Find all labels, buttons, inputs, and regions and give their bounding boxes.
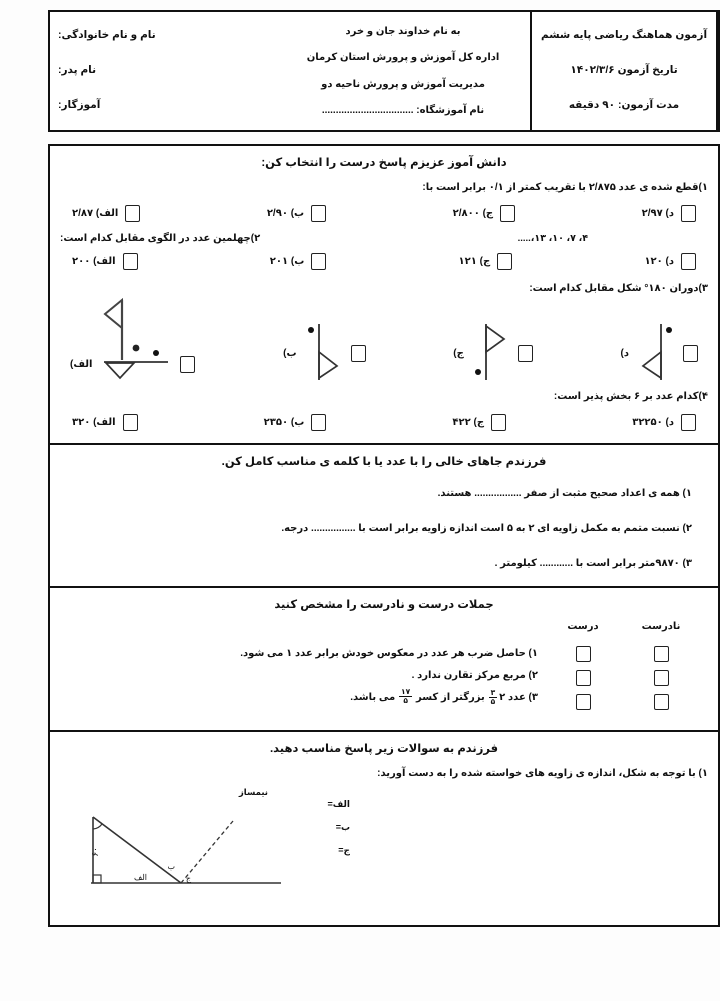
- checkbox-icon[interactable]: [654, 670, 669, 686]
- checkbox-icon[interactable]: [654, 694, 669, 710]
- checkbox-icon[interactable]: [576, 670, 591, 686]
- blank-question-2[interactable]: ۲) نسبت متمم به مکمل زاویه ای ۲ به ۵ است اندازه زاویه برابر است با ................ درجه.: [281, 523, 692, 534]
- statement3-prefix: ۳) عدد: [508, 692, 538, 703]
- flag-top-right-dot-bottom-left-icon: [470, 322, 512, 384]
- question-2-option-d[interactable]: [644, 253, 696, 270]
- section-answer-title: فرزندم به سوالات زیر پاسخ مناسب دهید.: [269, 743, 499, 755]
- option-label: ج): [453, 347, 464, 359]
- question-3-option-c[interactable]: [453, 322, 533, 384]
- question-4-option-b[interactable]: [264, 414, 327, 431]
- checkbox-icon[interactable]: [681, 253, 696, 270]
- father-name-field[interactable]: نام پدر:: [58, 64, 97, 77]
- truefalse-statement-3: [68, 687, 538, 709]
- checkbox-icon[interactable]: [681, 205, 696, 222]
- truefalse-statement-list: [68, 621, 544, 709]
- checkbox-icon[interactable]: [311, 253, 326, 270]
- checkbox-icon[interactable]: [518, 345, 533, 362]
- numerator: ۱۷: [401, 686, 411, 696]
- section-mcq-title: دانش آموز عزیزم پاسخ درست را انتخاب کن:: [261, 157, 507, 169]
- vertex-label-jim: ج: [185, 874, 191, 883]
- province-office-line: اداره کل آموزش و پرورش استان کرمان: [306, 52, 500, 64]
- question-2-options: [50, 247, 718, 278]
- checkbox-icon[interactable]: [500, 205, 515, 222]
- column-header-false: نادرست: [641, 621, 681, 632]
- question-2-pattern: ۴، ۷، ۱۰، ۱۳،.....: [517, 233, 588, 244]
- question-4-prompt: ۴)کدام عدد بر ۶ بخش پذیر است:: [553, 391, 708, 402]
- checkbox-icon[interactable]: [491, 414, 506, 431]
- mixed-whole: ۲: [499, 692, 506, 703]
- question-4-option-a[interactable]: [72, 414, 138, 431]
- section-multiple-choice: [48, 144, 720, 445]
- numerator: ۳: [490, 687, 496, 697]
- section-open-answer: [48, 732, 720, 927]
- student-fullname-field[interactable]: نام و نام خانوادگی:: [58, 28, 156, 41]
- invocation-line: به نام خداوند جان و خرد: [345, 25, 461, 37]
- blank-question-3[interactable]: ۳) ۹۸۷۰متر برابر است با ............ کیلومتر .: [494, 558, 692, 569]
- checkbox-icon[interactable]: [576, 694, 591, 710]
- header-student-fields: [50, 12, 276, 130]
- section-fill-in-blanks: [48, 445, 720, 588]
- geometry-figure-area: [50, 785, 718, 925]
- answer-question-1-prompt: ۱) با توجه به شکل، اندازه ی زاویه های خواسته شده را به دست آورید:: [377, 768, 708, 779]
- truefalse-statement-2: ۲) مربع مرکز تقارن ندارد .: [411, 670, 538, 681]
- checkbox-icon[interactable]: [311, 205, 326, 222]
- option-label: ج) ۴۲۲: [452, 417, 485, 428]
- school-name-field[interactable]: نام آموزشگاه: .................................: [321, 105, 485, 117]
- option-label: د) ۲/۹۷: [641, 208, 674, 219]
- vertex-label-alef: الف: [134, 873, 147, 882]
- truefalse-column-true: [544, 621, 622, 718]
- checkbox-icon[interactable]: [180, 356, 195, 373]
- option-label: الف): [70, 358, 93, 370]
- section-truefalse-title: جملات درست و نادرست را مشخص کنید: [274, 599, 494, 611]
- option-label: ب): [283, 347, 297, 359]
- answer-blank-labels: [328, 799, 350, 856]
- checkbox-icon[interactable]: [683, 345, 698, 362]
- header-organization: [276, 12, 532, 130]
- question-1-option-b[interactable]: [267, 205, 326, 222]
- question-4-option-d[interactable]: [632, 414, 696, 431]
- fraction-seventeen-fifths: [399, 688, 412, 705]
- exam-header-table: [48, 10, 720, 132]
- option-label: الف) ۲۰۰: [72, 256, 116, 267]
- option-label: د): [620, 347, 629, 359]
- header-exam-info: [532, 12, 718, 130]
- exam-title: آزمون هماهنگ ریاضی پایه ششم: [540, 28, 708, 41]
- question-2-option-b[interactable]: [270, 253, 326, 270]
- statement3-middle: بزرگتر از کسر: [415, 692, 485, 703]
- question-2-option-c[interactable]: [459, 253, 513, 270]
- angle-60-label: ۶۰: [90, 847, 100, 857]
- exam-sheet: [48, 10, 720, 927]
- section-true-false: [48, 588, 720, 732]
- checkbox-icon[interactable]: [125, 205, 140, 222]
- question-3-option-d[interactable]: [621, 322, 698, 384]
- question-4-option-c[interactable]: [452, 414, 506, 431]
- question-4-options: [50, 408, 718, 443]
- exam-date: تاریخ آزمون ۱۴۰۲/۳/۶: [570, 64, 678, 77]
- checkbox-icon[interactable]: [123, 253, 138, 270]
- bisector-label: نیمساز: [238, 787, 268, 797]
- vertex-label-be: ب: [167, 862, 175, 871]
- option-label: ب) ۲/۹۰: [266, 208, 305, 219]
- flag-bottom-right-dot-top-left-icon: [303, 322, 345, 384]
- option-label: الف) ۳۲۰: [72, 417, 116, 428]
- checkbox-icon[interactable]: [123, 414, 138, 431]
- question-2-prompt: ۲)چهلمین عدد در الگوی مقابل کدام است:: [60, 233, 261, 244]
- truefalse-statement-1: ۱) حاصل ضرب هر عدد در معکوس خودش برابر عدد ۱ می شود.: [240, 648, 538, 659]
- question-3-option-a[interactable]: [70, 344, 195, 384]
- option-label: ب) ۲۰۱: [269, 256, 305, 267]
- checkbox-icon[interactable]: [576, 646, 591, 662]
- teacher-name-field[interactable]: آموزگار:: [58, 99, 101, 112]
- question-3-option-row: [50, 322, 718, 384]
- question-1-option-d[interactable]: [642, 205, 696, 222]
- triangle-angle-diagram: [83, 803, 288, 908]
- option-label: ج) ۲/۸۰۰: [452, 208, 494, 219]
- question-1-options: [50, 199, 718, 230]
- district-office-line: مدیریت آموزش و پرورش ناحیه دو: [321, 78, 485, 90]
- statement3-suffix: می باشد.: [350, 692, 396, 703]
- question-2-option-a[interactable]: [72, 253, 138, 270]
- question-1-prompt: ۱)قطع شده ی عدد ۲/۸۷۵ با تقریب کمتر از ۰/۱ برابر است با:: [422, 182, 708, 193]
- option-label: د) ۳۲۲۵۰: [632, 417, 674, 428]
- column-header-true: درست: [567, 621, 599, 632]
- checkbox-icon[interactable]: [311, 414, 326, 431]
- question-3-shapes: [50, 300, 718, 386]
- question-1-option-a[interactable]: [72, 205, 140, 222]
- question-1-option-c[interactable]: [453, 205, 516, 222]
- flag-horizontal-triangle-down-icon: [98, 344, 174, 384]
- section-blanks-title: فرزندم جاهای خالی را با عدد یا با کلمه ی مناسب کامل کن.: [221, 456, 547, 468]
- geometry-diagram-svg: [83, 803, 288, 903]
- option-label: ج) ۱۲۱: [458, 256, 491, 267]
- answer-label-jim[interactable]: ج=: [338, 845, 350, 855]
- answer-label-alef[interactable]: الف=: [327, 799, 350, 809]
- option-label: الف) ۲/۸۷: [72, 208, 119, 219]
- flag-bottom-left-dot-top-right-icon: [635, 322, 677, 384]
- truefalse-grid: [50, 619, 718, 730]
- checkbox-icon[interactable]: [681, 414, 696, 431]
- mixed-number-two-three-fifths: [488, 687, 506, 709]
- fraction-three-fifths: [489, 689, 498, 706]
- denominator: ۵: [403, 695, 408, 705]
- question-2-header: [50, 230, 718, 247]
- checkbox-icon[interactable]: [497, 253, 512, 270]
- option-label: د) ۱۲۰: [644, 256, 674, 267]
- checkbox-icon[interactable]: [654, 646, 669, 662]
- question-3-option-b[interactable]: [283, 322, 365, 384]
- option-label: ب) ۲۳۵۰: [263, 417, 305, 428]
- question-3-prompt: ۳)دوران ۱۸۰° شکل مقابل کدام است:: [529, 283, 708, 294]
- denominator: ۵: [490, 696, 496, 706]
- truefalse-column-false: [622, 621, 700, 718]
- exam-duration: مدت آزمون: ۹۰ دقیقه: [568, 99, 680, 112]
- blank-question-1[interactable]: ۱) همه ی اعداد صحیح مثبت از صفر ................. هستند.: [437, 488, 692, 499]
- answer-label-be[interactable]: ب=: [335, 822, 350, 832]
- checkbox-icon[interactable]: [351, 345, 366, 362]
